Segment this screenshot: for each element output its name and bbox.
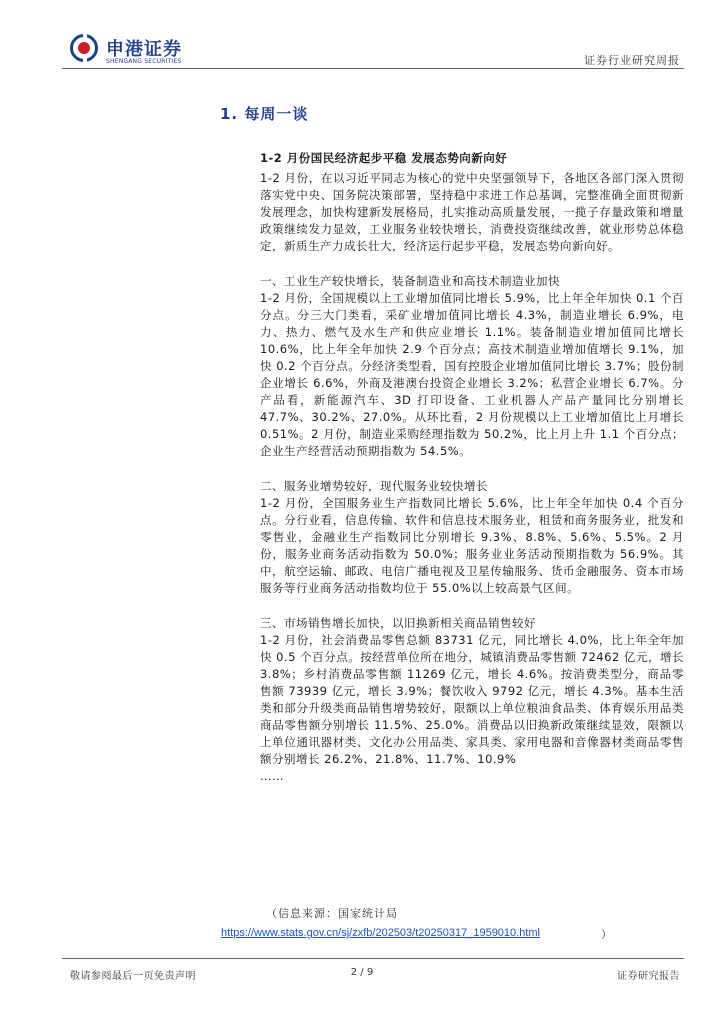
- footer-divider: [62, 958, 684, 959]
- company-logo-icon: [70, 34, 98, 62]
- section-1-body: 1-2 月份，全国规模以上工业增加值同比增长 5.9%，比上年全年加快 0.1 个百分点。分三大门类看，采矿业增加值同比增长 4.3%，制造业增长 6.9%，电力、热力、燃气及水生产和供应业增长 1.1%。装备制造业增加值同比增长 10.6%，比上年全年加快 2.9 个百分点；高技术制造业增加值增长 9.1%，加快 0.2 个百分点。分经济类型看，国有控股企业增加值同比增长 3.7%；股份制企业增长 6.6%，外商及港澳台投资企业增长 3.2%；私营企业增长 6.7%。分产品看，新能源汽车、3D 打印设备、工业机器人产品产量同比分别增长 47.7%、30.2%、27.0%。从环比看，2 月份规模以上工业增加值比上月增长 0.51%。2 月份，制造业采购经理指数为 50.2%，比上月上升 1.1 个百分点；企业生产经营活动预期指数为 54.5%。: [260, 291, 684, 458]
- section-3-title: 三、市场销售增长加快，以旧换新相关商品销售较好: [260, 616, 536, 630]
- footer-disclaimer: 敬请参阅最后一页免责声明: [70, 971, 196, 982]
- page-number: 2 / 9: [350, 967, 374, 978]
- source-link[interactable]: https://www.stats.gov.cn/sj/zxfb/202503/t20250317_1959010.html: [221, 927, 540, 939]
- article-body: [260, 150, 684, 785]
- header-divider: [62, 68, 684, 69]
- section-heading: 1. 每周一谈: [220, 105, 309, 123]
- company-name: 申港证券: [106, 39, 182, 60]
- section-1-title: 一、工业生产较快增长，装备制造业和高技术制造业加快: [260, 274, 560, 288]
- report-type-title: 证券行业研究周报: [584, 54, 680, 67]
- source-label: （信息来源：国家统计局: [266, 907, 398, 920]
- page-header: [0, 0, 724, 80]
- article-title: 1-2 月份国民经济起步平稳 发展态势向新向好: [260, 151, 508, 165]
- section-2-body: 1-2 月份，全国服务业生产指数同比增长 5.6%，比上年全年加快 0.4 个百分点。分行业看，信息传输、软件和信息技术服务业，租赁和商务服务业，批发和零售业，金融业生产指数同比分别增长 9.3%、8.8%、5.6%、5.5%。2 月份，服务业商务活动指数为 50.0%；服务业业务活动预期指数为 56.9%。其中，航空运输、邮政、电信广播电视及卫星传输服务、货币金融服务、资本市场服务等行业商务活动指数均位于 55.0%以上较高景气区间。: [260, 496, 684, 595]
- ellipsis: ……: [260, 769, 284, 783]
- footer-report-label: 证券研究报告: [617, 971, 680, 982]
- article-intro: 1-2 月份，在以习近平同志为核心的党中央坚强领导下，各地区各部门深入贯彻落实党中央、国务院决策部署，坚持稳中求进工作总基调，完整准确全面贯彻新发展理念，加快构建新发展格局，扎实推动高质量发展，一揽子存量政策和增量政策继续发力显效，工业服务业较快增长，消费投资继续改善，就业形势总体稳定，新质生产力成长壮大，经济运行起步平稳，发展态势向新向好。: [260, 171, 684, 253]
- section-2-title: 二、服务业增势较好，现代服务业较快增长: [260, 479, 488, 493]
- company-name-en: SHENGANG SECURITIES: [106, 58, 182, 65]
- source-close-paren: ）: [601, 928, 612, 941]
- section-3-body: 1-2 月份，社会消费品零售总额 83731 亿元，同比增长 4.0%，比上年全年加快 0.5 个百分点。按经营单位所在地分，城镇消费品零售额 72462 亿元，增长 3.8%；乡村消费品零售额 11269 亿元，增长 4.6%。按消费类型分，商品零售额 73939 亿元，增长 3.9%；餐饮收入 9792 亿元，增长 4.3%。基本生活类和部分升级类商品销售增势较好，限额以上单位粮油食品类、体育娱乐用品类商品零售额分别增长 11.5%、25.0%。消费品以旧换新政策继续显效，限额以上单位通讯器材类、文化办公用品类、家具类、家用电器和音像器材类商品零售额分别增长 26.2%、21.8%、11.7%、10.9%: [260, 633, 684, 766]
